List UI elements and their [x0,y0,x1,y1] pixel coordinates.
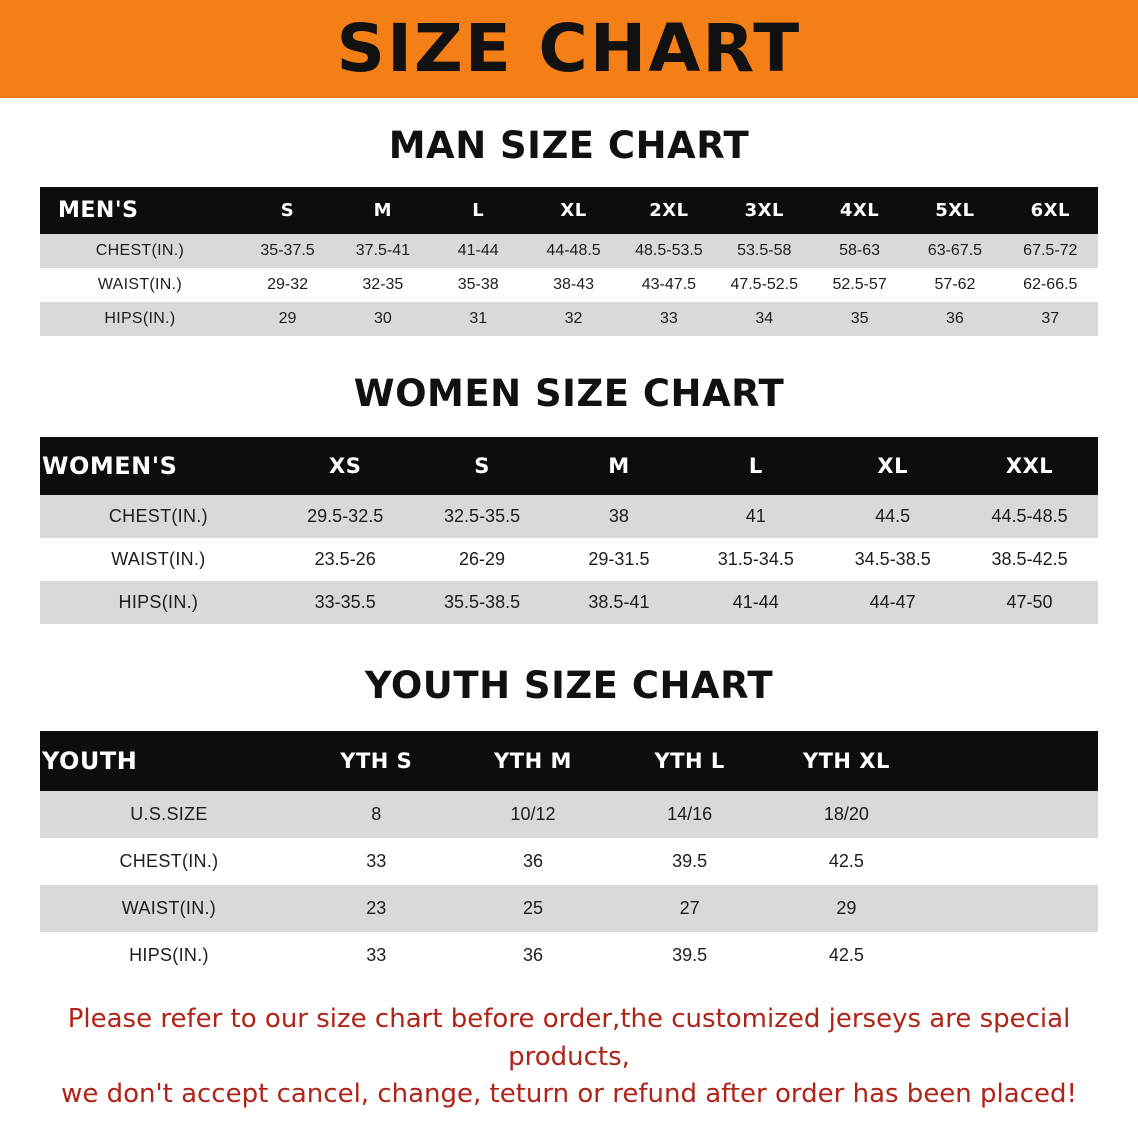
youth-cell-3-3: 42.5 [768,932,925,979]
women-cell-0-0: 29.5-32.5 [277,495,414,538]
man-cell-1-8: 62-66.5 [1003,268,1098,302]
man-col-8: 6XL [1003,187,1098,234]
man-cell-1-2: 35-38 [431,268,526,302]
women-cell-1-3: 31.5-34.5 [687,538,824,581]
man-cell-2-0: 29 [240,302,335,336]
man-cell-2-4: 33 [621,302,716,336]
man-cell-0-0: 35-37.5 [240,234,335,268]
women-cell-1-0: 23.5-26 [277,538,414,581]
man-row-1-label: WAIST(IN.) [40,268,240,302]
man-cell-0-4: 48.5-53.5 [621,234,716,268]
table-row [40,885,1098,932]
man-cell-0-2: 41-44 [431,234,526,268]
youth-cell-3-1: 36 [455,932,612,979]
man-col-3: XL [526,187,621,234]
women-cell-1-1: 26-29 [414,538,551,581]
women-cell-2-5: 47-50 [961,581,1098,624]
youth-row-2-label: WAIST(IN.) [40,885,298,932]
man-table-head [40,187,1098,234]
youth-section-heading: YOUTH SIZE CHART [364,664,774,707]
women-row-2-label: HIPS(IN.) [40,581,277,624]
youth-cell-3-0: 33 [298,932,455,979]
women-size-table [40,437,1098,624]
women-row-1-label: WAIST(IN.) [40,538,277,581]
youth-cell-0-3: 18/20 [768,791,925,838]
women-table-head [40,437,1098,495]
footer-note [34,1001,1104,1114]
women-cell-0-4: 44.5 [824,495,961,538]
man-cell-0-1: 37.5-41 [335,234,430,268]
man-cell-0-3: 44-48.5 [526,234,621,268]
youth-cell-1-0: 33 [298,838,455,885]
page-title: SIZE CHART [336,10,802,87]
youth-table-head [40,731,1098,791]
women-cell-1-4: 34.5-38.5 [824,538,961,581]
women-cell-1-5: 38.5-42.5 [961,538,1098,581]
man-row-2-label: HIPS(IN.) [40,302,240,336]
man-cell-1-7: 57-62 [907,268,1002,302]
table-row [40,268,1098,302]
man-cell-0-6: 58-63 [812,234,907,268]
women-cell-0-2: 38 [551,495,688,538]
table-row [40,234,1098,268]
footer-note-line-2: we don't accept cancel, change, teturn or refund after order has been placed! [61,1079,1077,1110]
youth-cell-2-0: 23 [298,885,455,932]
youth-cell-1-3: 42.5 [768,838,925,885]
man-cell-1-1: 32-35 [335,268,430,302]
women-section-heading: WOMEN SIZE CHART [353,372,785,415]
table-row [40,538,1098,581]
man-cell-2-1: 30 [335,302,430,336]
table-row [40,495,1098,538]
women-col-3: L [687,437,824,495]
man-col-1: M [335,187,430,234]
table-row [40,581,1098,624]
man-cell-2-6: 35 [812,302,907,336]
man-header-row [40,187,1098,234]
man-table-body [40,234,1098,336]
women-table-body [40,495,1098,624]
youth-col-3: YTH XL [768,731,925,791]
man-cell-2-7: 36 [907,302,1002,336]
man-cell-1-5: 47.5-52.5 [717,268,812,302]
man-cell-2-5: 34 [717,302,812,336]
table-row [40,302,1098,336]
women-col-1: S [414,437,551,495]
youth-col-0: YTH S [298,731,455,791]
women-cell-2-0: 33-35.5 [277,581,414,624]
man-table-wrap [40,187,1098,336]
man-cell-0-8: 67.5-72 [1003,234,1098,268]
women-row-0-label: CHEST(IN.) [40,495,277,538]
women-cell-2-4: 44-47 [824,581,961,624]
table-row [40,791,1098,838]
women-cell-2-1: 35.5-38.5 [414,581,551,624]
women-cell-0-5: 44.5-48.5 [961,495,1098,538]
man-col-0: S [240,187,335,234]
youth-cell-0-spacer [925,791,1098,838]
man-cell-1-3: 38-43 [526,268,621,302]
man-cell-0-7: 63-67.5 [907,234,1002,268]
youth-cell-2-2: 27 [611,885,768,932]
table-row [40,838,1098,885]
youth-cell-1-2: 39.5 [611,838,768,885]
man-row-0-label: CHEST(IN.) [40,234,240,268]
youth-cell-0-0: 8 [298,791,455,838]
women-col-2: M [551,437,688,495]
man-cell-2-3: 32 [526,302,621,336]
women-cell-2-2: 38.5-41 [551,581,688,624]
women-header-row [40,437,1098,495]
women-header-label: WOMEN'S [40,437,277,495]
youth-row-3-label: HIPS(IN.) [40,932,298,979]
youth-col-spacer [925,731,1098,791]
youth-header-label: YOUTH [40,731,298,791]
youth-cell-2-1: 25 [455,885,612,932]
women-col-4: XL [824,437,961,495]
youth-table-body [40,791,1098,979]
women-cell-1-2: 29-31.5 [551,538,688,581]
youth-cell-1-spacer [925,838,1098,885]
footer-note-line-1: Please refer to our size chart before order,the customized jerseys are special products, [67,1004,1071,1072]
women-table-wrap [40,437,1098,624]
table-row [40,932,1098,979]
man-cell-2-2: 31 [431,302,526,336]
youth-col-2: YTH L [611,731,768,791]
women-cell-0-3: 41 [687,495,824,538]
youth-cell-1-1: 36 [455,838,612,885]
man-col-5: 3XL [717,187,812,234]
youth-row-1-label: CHEST(IN.) [40,838,298,885]
man-col-2: L [431,187,526,234]
man-cell-1-4: 43-47.5 [621,268,716,302]
youth-cell-0-2: 14/16 [611,791,768,838]
man-size-table [40,187,1098,336]
women-col-5: XXL [961,437,1098,495]
youth-cell-2-3: 29 [768,885,925,932]
youth-cell-0-1: 10/12 [455,791,612,838]
youth-row-0-label: U.S.SIZE [40,791,298,838]
youth-cell-2-spacer [925,885,1098,932]
youth-col-1: YTH M [455,731,612,791]
women-cell-2-3: 41-44 [687,581,824,624]
man-col-6: 4XL [812,187,907,234]
man-col-7: 5XL [907,187,1002,234]
man-cell-1-6: 52.5-57 [812,268,907,302]
man-cell-0-5: 53.5-58 [717,234,812,268]
banner [0,0,1138,98]
women-col-0: XS [277,437,414,495]
youth-cell-3-2: 39.5 [611,932,768,979]
youth-table-wrap [40,731,1098,979]
man-cell-1-0: 29-32 [240,268,335,302]
man-header-label: MEN'S [40,187,240,234]
youth-header-row [40,731,1098,791]
man-section-heading: MAN SIZE CHART [388,124,750,167]
man-col-4: 2XL [621,187,716,234]
man-cell-2-8: 37 [1003,302,1098,336]
youth-size-table [40,731,1098,979]
women-cell-0-1: 32.5-35.5 [414,495,551,538]
youth-cell-3-spacer [925,932,1098,979]
